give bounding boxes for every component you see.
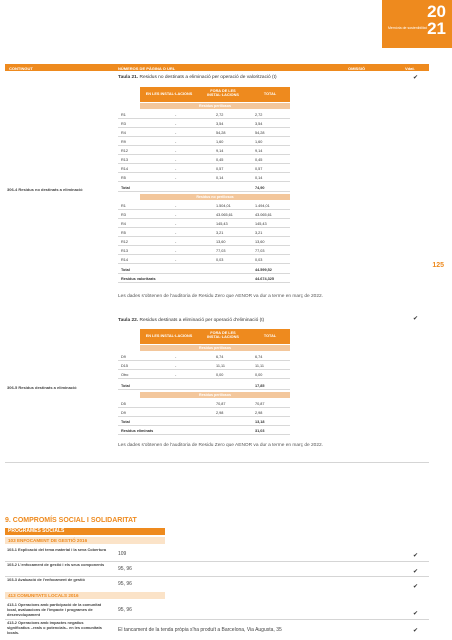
table-row [118,409,290,417]
table-row [118,247,290,255]
table-cell: 0,00 [216,373,224,377]
table21-source-note: Les dades s'obtenen de l'auditoria de Residu Zero que AENOR va dur a terme en març de 2022. [118,294,324,299]
table-cell: 9,14 [255,149,263,153]
brand-year-bottom: 21 [427,19,446,38]
check-icon: ✔ [413,584,419,590]
table-cell: 0,03 [255,258,263,262]
table-cell: R5 [121,176,126,180]
table21-caption: Taula 21. Residus no destinats a eliminació per operació de valorització (t) [118,75,277,80]
table-row [118,400,290,408]
gri-413-2-value: El tancament de la tenda pròpia s'ha produït a Barcelona, Via Augusta, 35 [118,627,282,633]
table-cell: 43.065,61 [255,213,272,217]
gri-306-5-label: 306-5 Residus destinats a eliminació [7,385,77,390]
table-row [118,174,290,182]
table21-total1-row: Total 74,90 [118,184,290,192]
table-cell: 3,54 [255,122,263,126]
section-9-title: 9. COMPROMÍS SOCIAL I SOLIDARITAT [5,517,137,524]
gri-103-bar: 103 ENFOCAMENT DE GESTIÓ 2016 [5,537,165,544]
table-cell: 13,60 [255,240,265,244]
table-cell: - [175,167,177,171]
check-icon: ✔ [413,75,419,81]
table-cell: 145,43 [255,222,267,226]
table-cell: 54,28 [216,131,226,135]
table-cell: R1 [121,113,126,117]
col-outside: FORA DE LES INSTAL·LACIONS [207,88,239,97]
table-cell: 6,74 [216,355,224,359]
gri-306-4-label: 306-4 Residus no destinats a eliminació [7,187,83,192]
table-row [118,362,290,370]
table-cell: 0,57 [255,167,263,171]
table-cell: 2,72 [255,113,263,117]
header-content: CONTINGUT [9,65,33,71]
gri-103-1-label: 103-1 Explicació del tema material i la seva Cobertura [7,547,107,552]
table-cell: - [175,140,177,144]
table21-valorised-row: Residus valoritzats 44.674,325 [118,275,290,283]
table-cell: - [175,222,177,226]
check-icon: ✔ [413,569,419,575]
gri-413-bar: 413 COMUNITATS LOCALS 2016 [5,592,165,599]
table-cell: 1.504,01 [216,204,231,208]
table-cell: R5 [121,231,126,235]
table-cell: 0,14 [255,176,263,180]
table-cell: R14 [121,258,128,262]
table-cell: R4 [121,222,126,226]
table-cell: 0,57 [216,167,224,171]
table-row [118,202,290,210]
col-inside: EN LES INSTAL·LACIONS [145,92,193,96]
table-cell: D9 [121,355,126,359]
table-cell: R12 [121,240,128,244]
table-cell: - [175,213,177,217]
table-cell: 3,54 [216,122,224,126]
table-cell: - [175,113,177,117]
gri-103-3-value: 95, 96 [118,581,132,587]
table-cell: 70,87 [255,402,265,406]
table21-subhead-hazardous: Residus perillosos [140,103,290,109]
table22-elim-row: Residus eliminats 31,03 [118,427,290,435]
table-cell: 2,98 [216,411,224,415]
check-icon: ✔ [413,628,419,634]
table-cell: Otro [121,373,129,377]
table-cell: - [175,364,177,368]
header-omission: OMISSIÓ [348,65,366,71]
table22-subhead-2: Residus perillosos [140,392,290,398]
table-cell: 0,14 [216,176,224,180]
table-cell: 11,11 [255,364,264,368]
programmes-bar: PROGRAMES SOCIALS [5,528,165,535]
table21-total2-row: Total 44.599,52 [118,266,290,274]
table-cell: 3,21 [255,231,263,235]
table-cell: - [175,373,177,377]
table-cell: - [175,355,177,359]
table-cell: 54,28 [255,131,265,135]
table-cell: R12 [121,149,128,153]
table-row [118,229,290,237]
table-cell: R4 [121,131,126,135]
table-cell: 0,00 [255,373,263,377]
table-cell: - [175,249,177,253]
table-cell: - [175,231,177,235]
table22-total2-row: Total 13,18 [118,418,290,426]
col-inside: EN LES INSTAL·LACIONS [145,334,193,338]
table-row [118,371,290,379]
table-cell: - [175,204,177,208]
table-cell: 0,03 [216,258,224,262]
table-cell: 0,45 [216,158,224,162]
table-cell: D9 [121,411,126,415]
table-cell: - [175,258,177,262]
table-cell: R1 [121,204,126,208]
table-cell: 6,74 [255,355,263,359]
table-cell: 1,60 [216,140,224,144]
table-cell: 13,60 [216,240,226,244]
table22-total1-row: Total 17,85 [118,382,290,390]
table-row [118,256,290,264]
table-cell: - [175,149,177,153]
table21-subhead-nonhazardous: Residus no perillosos [140,194,290,200]
col-outside: FORA DE LES INSTAL·LACIONS [207,330,239,339]
table-cell: R3 [121,122,126,126]
table-cell: R3 [121,213,126,217]
table-cell: 70,87 [216,402,226,406]
table22-source-note: Les dades s'obtenen de l'auditoria de Residu Zero que AENOR va dur a terme en març de 2022. [118,443,324,448]
brand-subtitle: Memòria de sostenibilitat [388,26,427,30]
table-cell: R13 [121,249,128,253]
check-icon: ✔ [413,316,419,322]
gri-413-1-value: 95, 96 [118,607,132,613]
brand-year-top: 20 [427,2,446,21]
col-total: TOTAL [263,334,277,338]
col-total: TOTAL [263,92,277,96]
page-number: 125 [432,262,444,269]
table-row [118,156,290,164]
table-row [118,165,290,173]
table-row [118,111,290,119]
table-cell: R14 [121,167,128,171]
header-pages: NÚMEROS DE PÀGINA O URL [118,65,176,71]
gri-413-1-label: 413-1 Operacions amb participació de la comunitat local, avaluacions de l'impacte i programes de desenvolupament [7,602,102,617]
table-cell: D5 [121,402,126,406]
table-row [118,211,290,219]
table-row [118,138,290,146]
table22-caption: Taula 22. Residus destinats a eliminació per operació d'eliminació (t) [118,318,265,323]
table-cell: - [175,176,177,180]
check-icon: ✔ [413,553,419,559]
table-cell: 11,11 [216,364,225,368]
table-cell: 2,98 [255,411,263,415]
table-cell: 145,43 [216,222,228,226]
table-cell: 77,03 [255,249,265,253]
table-cell: 3,21 [216,231,224,235]
table-cell: - [175,158,177,162]
table-header-bar [5,64,429,71]
table-cell: 43.065,61 [216,213,233,217]
table-cell: 1,60 [255,140,263,144]
table-cell: - [175,131,177,135]
table22-header [140,329,290,344]
table-row [118,220,290,228]
table-row [118,129,290,137]
table22-subhead-1: Residus perillosos [140,345,290,351]
table-cell: 9,14 [216,149,224,153]
gri-103-3-label: 103-3 Avaluació de l'enfocament de gestió [7,577,85,582]
table-cell: - [175,240,177,244]
header-verification: Vdat. [405,65,415,71]
table-cell: - [175,122,177,126]
gri-103-1-value: 109 [118,551,127,557]
table-cell: 0,45 [255,158,263,162]
table-row [118,120,290,128]
check-icon: ✔ [413,611,419,617]
table21-header [140,87,290,102]
table-cell: 2,72 [216,113,224,117]
table-cell: R9 [121,140,126,144]
table-row [118,238,290,246]
table-cell: 77,03 [216,249,226,253]
gri-103-2-value: 95, 96 [118,566,132,572]
gri-413-2-label: 413-2 Operacions amb impactes negatius significatius –reals o potencials– en les comunitats locals. [7,620,102,635]
divider [5,462,429,463]
gri-103-2-label: 103-2 L'enfocament de gestió i els seus components [7,562,105,567]
report-brand-badge [382,0,452,48]
table-cell: R13 [121,158,128,162]
table-cell: D15 [121,364,128,368]
table-row [118,147,290,155]
table-row [118,353,290,361]
table-cell: 1.494,01 [255,204,270,208]
